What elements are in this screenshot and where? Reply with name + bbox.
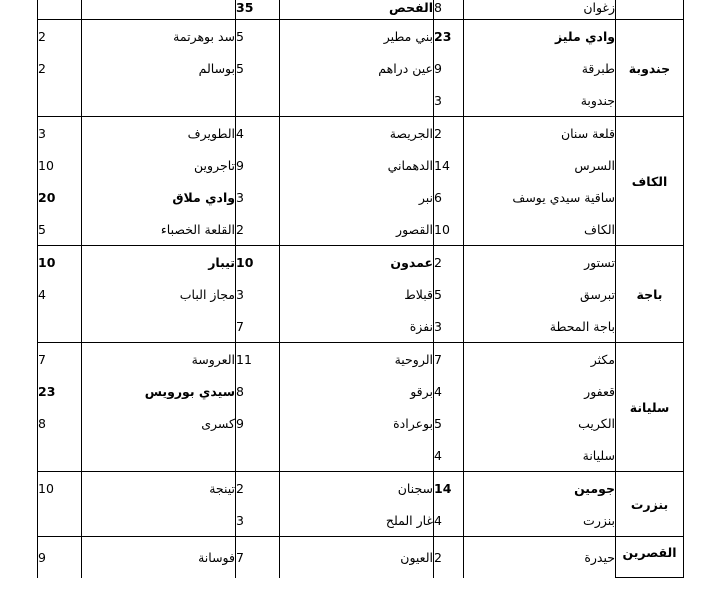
count-cell-3 <box>38 0 82 20</box>
count-cell-1: 8 <box>434 0 464 20</box>
delegation-cell-1: تبرسق <box>464 278 616 310</box>
delegation-cell-2: بوعرادة <box>280 407 434 439</box>
delegation-cell-2: بني مطير <box>280 20 434 53</box>
delegation-cell-3: العروسة <box>82 343 236 376</box>
count-cell-3: 9 <box>38 537 82 578</box>
count-cell-1: 14 <box>434 149 464 181</box>
governorate-cell <box>616 0 684 20</box>
delegation-cell-2: غار الملح <box>280 504 434 537</box>
governorate-cell: الكاف <box>616 117 684 246</box>
delegation-cell-2: القصور <box>280 213 434 246</box>
count-cell-1: 7 <box>434 343 464 376</box>
count-cell-2: 11 <box>236 343 280 376</box>
count-cell-3 <box>38 439 82 472</box>
count-cell-3: 4 <box>38 278 82 310</box>
count-cell-3: 7 <box>38 343 82 376</box>
delegation-cell-3: فوسانة <box>82 537 236 578</box>
delegation-cell-2: الدهماني <box>280 149 434 181</box>
delegation-cell-2: الجريصة <box>280 117 434 150</box>
governorate-cell: القصرين <box>616 537 684 578</box>
delegation-cell-3: تينجة <box>82 472 236 505</box>
delegation-cell-1: جومين <box>464 472 616 505</box>
delegation-cell-3: وادي ملاق <box>82 181 236 213</box>
count-cell-1: 2 <box>434 117 464 150</box>
table-row <box>38 278 684 310</box>
table-row <box>38 0 684 20</box>
table-row <box>38 20 684 53</box>
delegation-cell-3 <box>82 84 236 117</box>
table-row <box>38 181 684 213</box>
delegation-cell-3: القلعة الخصباء <box>82 213 236 246</box>
count-cell-2: 5 <box>236 20 280 53</box>
count-cell-2: 8 <box>236 375 280 407</box>
table-row <box>38 472 684 505</box>
count-cell-1: 5 <box>434 278 464 310</box>
table-row <box>38 84 684 117</box>
table-row <box>38 439 684 472</box>
count-cell-3: 5 <box>38 213 82 246</box>
count-cell-2 <box>236 439 280 472</box>
delegation-cell-2: العيون <box>280 537 434 578</box>
count-cell-2: 9 <box>236 407 280 439</box>
delegation-cell-2 <box>280 439 434 472</box>
delegation-cell-3 <box>82 0 236 20</box>
table-row <box>38 149 684 181</box>
delegation-cell-2: سجنان <box>280 472 434 505</box>
delegation-cell-3: كسرى <box>82 407 236 439</box>
delegation-cell-1: وادي مليز <box>464 20 616 53</box>
count-cell-2: 3 <box>236 181 280 213</box>
delegation-cell-1: قعفور <box>464 375 616 407</box>
count-cell-1: 9 <box>434 52 464 84</box>
count-cell-1: 2 <box>434 246 464 279</box>
governorate-cell: باجة <box>616 246 684 343</box>
delegation-cell-1: الكريب <box>464 407 616 439</box>
delegation-cell-2: الروحية <box>280 343 434 376</box>
delegation-cell-2: الفحص <box>280 0 434 20</box>
count-cell-3 <box>38 310 82 343</box>
count-cell-2: 10 <box>236 246 280 279</box>
count-cell-2: 9 <box>236 149 280 181</box>
delegation-cell-1: تستور <box>464 246 616 279</box>
delegation-cell-3: تيبار <box>82 246 236 279</box>
table-row <box>38 310 684 343</box>
count-cell-2: 5 <box>236 52 280 84</box>
table-row <box>38 407 684 439</box>
delegation-cell-1: باجة المحطة <box>464 310 616 343</box>
count-cell-1: 6 <box>434 181 464 213</box>
count-cell-2 <box>236 84 280 117</box>
count-cell-2: 3 <box>236 504 280 537</box>
delegation-cell-2: عمدون <box>280 246 434 279</box>
delegation-cell-1: السرس <box>464 149 616 181</box>
table-row <box>38 343 684 376</box>
count-cell-2: 2 <box>236 213 280 246</box>
count-cell-3: 8 <box>38 407 82 439</box>
count-cell-2: 2 <box>236 472 280 505</box>
delegation-cell-1: حيدرة <box>464 537 616 578</box>
delegation-cell-1: الكاف <box>464 213 616 246</box>
count-cell-3: 2 <box>38 52 82 84</box>
count-cell-1: 10 <box>434 213 464 246</box>
statistics-table <box>37 0 684 578</box>
count-cell-3 <box>38 504 82 537</box>
delegation-cell-3: سيدي بورويس <box>82 375 236 407</box>
delegation-cell-1: زغوان <box>464 0 616 20</box>
table-row <box>38 117 684 150</box>
count-cell-3 <box>38 84 82 117</box>
table-row <box>38 375 684 407</box>
count-cell-1: 14 <box>434 472 464 505</box>
delegation-cell-2: قبلاط <box>280 278 434 310</box>
count-cell-1: 5 <box>434 407 464 439</box>
delegation-cell-3: مجاز الباب <box>82 278 236 310</box>
count-cell-3: 10 <box>38 149 82 181</box>
table-row <box>38 52 684 84</box>
count-cell-1: 2 <box>434 537 464 578</box>
count-cell-3: 10 <box>38 246 82 279</box>
delegation-cell-3: الطويرف <box>82 117 236 150</box>
delegation-cell-2: نفزة <box>280 310 434 343</box>
count-cell-1: 4 <box>434 375 464 407</box>
delegation-cell-1: ساقية سيدي يوسف <box>464 181 616 213</box>
count-cell-2: 7 <box>236 310 280 343</box>
count-cell-3: 23 <box>38 375 82 407</box>
count-cell-3: 20 <box>38 181 82 213</box>
delegation-cell-1: سليانة <box>464 439 616 472</box>
table-row <box>38 246 684 279</box>
delegation-cell-3: تاجروين <box>82 149 236 181</box>
delegation-cell-2 <box>280 84 434 117</box>
count-cell-2: 3 <box>236 278 280 310</box>
count-cell-1: 4 <box>434 504 464 537</box>
count-cell-1: 4 <box>434 439 464 472</box>
delegation-cell-3 <box>82 310 236 343</box>
count-cell-1: 3 <box>434 84 464 117</box>
delegation-cell-2: عين دراهم <box>280 52 434 84</box>
count-cell-2: 7 <box>236 537 280 578</box>
table-row <box>38 504 684 537</box>
count-cell-2: 35 <box>236 0 280 20</box>
count-cell-3: 10 <box>38 472 82 505</box>
count-cell-1: 3 <box>434 310 464 343</box>
delegation-cell-3: سد بوهرتمة <box>82 20 236 53</box>
delegation-cell-3: بوسالم <box>82 52 236 84</box>
delegation-cell-3 <box>82 504 236 537</box>
delegation-cell-1: طبرقة <box>464 52 616 84</box>
delegation-cell-2: برقو <box>280 375 434 407</box>
count-cell-1: 23 <box>434 20 464 53</box>
delegation-cell-2: نبر <box>280 181 434 213</box>
table-row <box>38 537 684 578</box>
delegation-cell-1: جندوبة <box>464 84 616 117</box>
count-cell-3: 2 <box>38 20 82 53</box>
count-cell-3: 3 <box>38 117 82 150</box>
governorate-cell: سليانة <box>616 343 684 472</box>
table-row <box>38 213 684 246</box>
delegation-cell-1: قلعة سنان <box>464 117 616 150</box>
delegation-cell-1: بنزرت <box>464 504 616 537</box>
governorate-cell: جندوبة <box>616 20 684 117</box>
governorate-cell: بنزرت <box>616 472 684 537</box>
delegation-cell-3 <box>82 439 236 472</box>
count-cell-2: 4 <box>236 117 280 150</box>
delegation-cell-1: مكثر <box>464 343 616 376</box>
